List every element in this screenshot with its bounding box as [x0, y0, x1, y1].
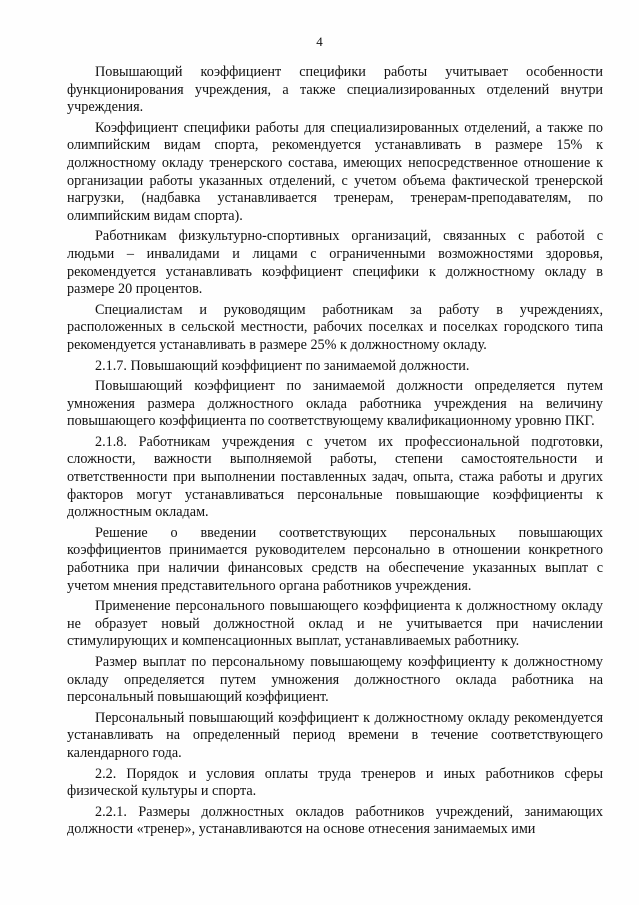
paragraph-specificity-coefficient: Повышающий коэффициент специфики работы учитывает особенности функционирования учреждения, а также специализированных отделений внутри учреждения.	[67, 64, 603, 116]
paragraph-disabled-persons-work: Работникам физкультурно-спортивных организаций, связанных с работой с людьми – инвалидами и лицами с ограниченными возможностями здоровья, рекомендуется устанавливать коэффициент специфики к должностному окладу в размере 20 процентов.	[67, 228, 603, 298]
paragraph-rural-areas: Специалистам и руководящим работникам за работу в учреждениях, расположенных в сельской местности, рабочих поселках и поселках городского типа рекомендуется устанавливать в размере 25% к должностному окладу.	[67, 301, 603, 353]
paragraph-decision-on-coefficients: Решение о введении соответствующих персональных повышающих коэффициентов принимается руководителем персонально в отношении конкретного работника при наличии финансовых средств на обеспечение указанных выплат с учетом мнения представительного органа работников учреждения.	[67, 524, 603, 594]
paragraph-specialized-departments: Коэффициент специфики работы для специализированных отделений, а также по олимпийским видам спорта, рекомендуется устанавливать в размере 15% к должностному окладу тренерского состава, имеющих непосредственное отношение к организации работы указанных отделений, с учетом объема фактической тренерской нагрузки, (надбавка устанавливается тренерам, тренерам-преподавателям, по олимпийским видам спорта).	[67, 119, 603, 224]
paragraph-coefficient-period: Персональный повышающий коэффициент к должностному окладу рекомендуется устанавливать на определенный период времени в течение соответствующего календарного года.	[67, 709, 603, 761]
paragraph-2-1-8-personal-coefficients: 2.1.8. Работникам учреждения с учетом их профессиональной подготовки, сложности, важности выполняемой работы, степени самостоятельности и ответственности при выполнении поставленных задач, опыта, стажа работы и других факторов могут устанавливаться персональные повышающие коэффициенты к должностным окладам.	[67, 433, 603, 521]
paragraph-2-2-1-coach-salaries: 2.2.1. Размеры должностных окладов работников учреждений, занимающих должности «тренер», устанавливаются на основе отнесения занимаемых ими	[67, 803, 603, 838]
paragraph-application-of-coefficient: Применение персонального повышающего коэффициента к должностному окладу не образует новый должностной оклад и не учитывается при начислении стимулирующих и компенсационных выплат, устанавливаемых работнику.	[67, 598, 603, 650]
paragraph-payment-size: Размер выплат по персональному повышающему коэффициенту к должностному окладу определяется путем умножения должностного оклада работника на персональный повышающий коэффициент.	[67, 654, 603, 706]
section-heading-2-1-7: 2.1.7. Повышающий коэффициент по занимаемой должности.	[95, 357, 470, 374]
page-number: 4	[316, 34, 323, 49]
document-body	[67, 64, 603, 839]
section-heading-2-2: 2.2. Порядок и условия оплаты труда тренеров и иных работников сферы физической культуры и спорта.	[67, 765, 603, 800]
paragraph-position-coefficient: Повышающий коэффициент по занимаемой должности определяется путем умножения размера должностного оклада работника учреждения на величину повышающего коэффициента по соответствующему квалификационному уровню ПКГ.	[67, 378, 603, 430]
